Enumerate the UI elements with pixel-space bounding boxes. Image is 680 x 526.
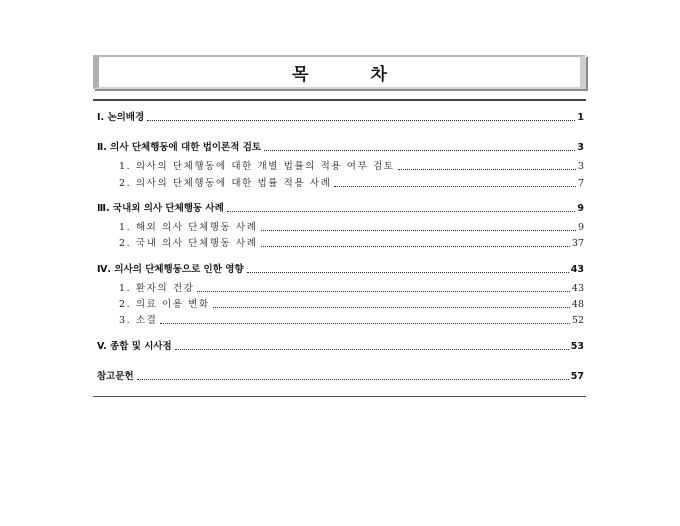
toc-entry-page: 53 <box>570 341 584 352</box>
toc-entry-label: Ⅳ. 의사의 단체행동으로 인한 영향 <box>97 264 244 275</box>
dot-leader <box>213 306 570 308</box>
dot-leader <box>264 149 575 151</box>
dot-leader <box>175 348 569 350</box>
toc-title-box <box>93 55 586 89</box>
page-title: 목 차 <box>292 64 415 85</box>
toc-entry-label: 2. 의사의 단체행동에 대한 법률 적용 사례 <box>119 178 332 189</box>
dot-leader <box>261 245 570 247</box>
toc-entry-label: Ⅰ. 논의배경 <box>97 112 145 123</box>
toc-entry-page: 48 <box>571 299 584 310</box>
toc-entry-label: 3. 소결 <box>119 315 158 326</box>
top-divider <box>93 99 586 101</box>
toc-entry-page: 9 <box>577 222 584 233</box>
dot-leader <box>160 322 569 324</box>
toc-entry-label: Ⅱ. 의사 단체행동에 대한 법이론적 검토 <box>97 142 262 153</box>
toc-entry-section-3-1[interactable] <box>119 220 584 236</box>
toc-entry-label: 2. 국내 의사 단체행동 사례 <box>119 238 258 249</box>
toc-entry-section-3-2[interactable] <box>119 236 584 252</box>
toc-entry-page: 7 <box>577 178 584 189</box>
toc-entry-label: 1. 환자의 건강 <box>119 283 195 294</box>
dot-leader <box>247 271 569 273</box>
toc-entry-page: 3 <box>577 161 584 172</box>
toc-entry-section-4[interactable] <box>97 262 584 278</box>
dot-leader <box>197 290 570 292</box>
toc-entry-references[interactable] <box>97 369 584 385</box>
toc-entry-label: 1. 의사의 단체행동에 대한 개별 법률의 적용 여부 검토 <box>119 161 395 172</box>
toc-entry-section-2-1[interactable] <box>119 159 584 175</box>
toc-entry-label: V. 종합 및 시사점 <box>97 341 172 352</box>
toc-entry-page: 9 <box>577 203 584 214</box>
toc-entry-page: 43 <box>571 283 584 294</box>
toc-entry-section-4-1[interactable] <box>119 281 584 297</box>
toc-entry-section-2-2[interactable] <box>119 176 584 192</box>
dot-leader <box>334 185 576 187</box>
toc-entry-page: 57 <box>570 371 584 382</box>
toc-entry-section-4-3[interactable] <box>119 313 584 329</box>
dot-leader <box>147 119 575 121</box>
toc-entry-page: 3 <box>577 142 584 153</box>
toc-entry-label: Ⅲ. 국내외 의사 단체행동 사례 <box>97 203 224 214</box>
toc-entry-page: 43 <box>570 264 584 275</box>
toc-entry-page: 52 <box>571 315 584 326</box>
bottom-divider <box>93 396 586 397</box>
toc-entry-section-2[interactable] <box>97 140 584 156</box>
toc-entry-label: 1. 해외 의사 단체행동 사례 <box>119 222 258 233</box>
toc-entry-page: 1 <box>577 112 584 123</box>
dot-leader <box>137 378 569 380</box>
toc-entry-page: 37 <box>571 238 584 249</box>
dot-leader <box>398 168 576 170</box>
toc-entry-section-1[interactable] <box>97 110 584 126</box>
dot-leader <box>227 210 576 212</box>
dot-leader <box>261 229 576 231</box>
toc-entry-label: 참고문헌 <box>97 371 134 382</box>
toc-entry-section-5[interactable] <box>97 339 584 355</box>
toc-entry-section-3[interactable] <box>97 201 584 217</box>
toc-entry-section-4-2[interactable] <box>119 297 584 313</box>
toc-entry-label: 2. 의료 이용 변화 <box>119 299 210 310</box>
